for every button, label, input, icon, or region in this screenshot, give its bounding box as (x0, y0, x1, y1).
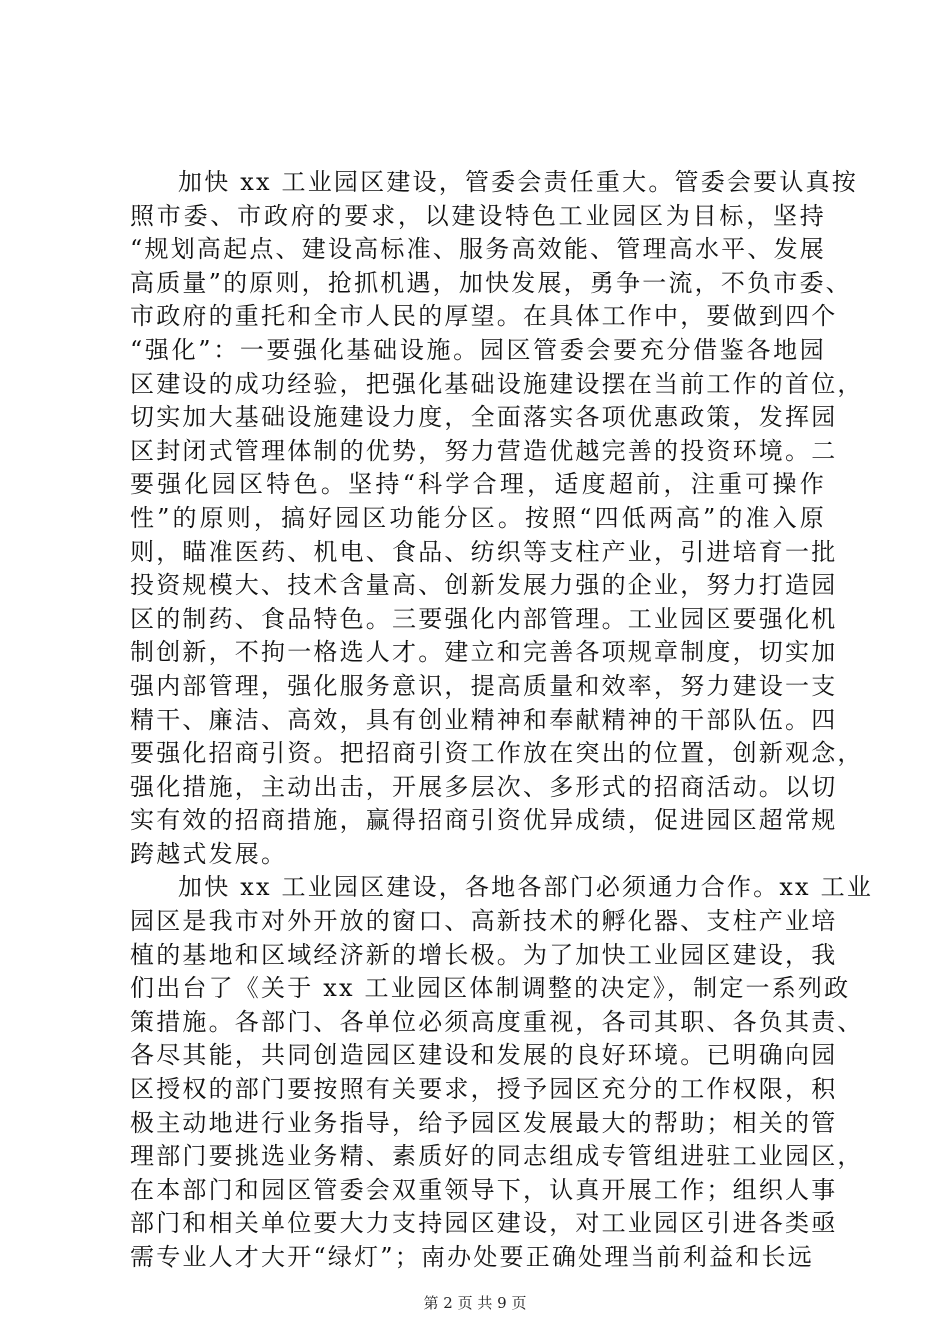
text-line: 实有效的招商措施，赢得招商引资优异成绩，促进园区超常规 (130, 806, 838, 835)
text-line: 区建设的成功经验，把强化基础设施建设摆在当前工作的首位， (130, 369, 864, 398)
text-line: 强内部管理，强化服务意识，提高质量和效率，努力建设一支 (130, 671, 838, 700)
text-line: 需专业人才大开“绿灯”；南办处要正确处理当前利益和长远 (130, 1243, 814, 1271)
text-line: 加快 xx 工业园区建设，各地各部门必须通力合作。xx 工业 (178, 873, 874, 902)
text-line: 策措施。各部门、各单位必须高度重视，各司其职、各负其责、 (130, 1007, 864, 1036)
text-line: 投资规模大、技术含量高、创新发展力强的企业，努力打造园 (130, 571, 838, 600)
paragraph (130, 871, 874, 1274)
text-line: 部门和相关单位要大力支持园区建设，对工业园区引进各类亟 (130, 1209, 838, 1238)
text-line: 性”的原则，搞好园区功能分区。按照“四低两高”的准入原 (130, 503, 826, 532)
text-line: 切实加大基础设施建设力度，全面落实各项优惠政策，发挥园 (130, 403, 838, 432)
text-line: 加快 xx 工业园区建设，管委会责任重大。管委会要认真按 (178, 168, 858, 196)
text-line: 各尽其能，共同创造园区建设和发展的良好环境。已明确向园 (130, 1041, 838, 1070)
text-line: “强化”：一要强化基础设施。园区管委会要充分借鉴各地园 (130, 335, 826, 364)
text-line: 高质量”的原则，抢抓机遇，加快发展，勇争一流，不负市委、 (130, 268, 852, 297)
text-line: 跨越式发展。 (130, 839, 288, 868)
text-line: 园区是我市对外开放的窗口、高新技术的孵化器、支柱产业培 (130, 907, 838, 936)
text-line: “规划高起点、建设高标准、服务高效能、管理高水平、发展 (130, 235, 826, 264)
text-line: 们出台了《关于 xx 工业园区体制调整的决定》，制定一系列政 (130, 974, 851, 1003)
text-line: 则，瞄准医药、机电、食品、纺织等支柱产业，引进培育一批 (130, 537, 838, 566)
body-text (130, 166, 874, 1275)
text-line: 精干、廉洁、高效，具有创业精神和奉献精神的干部队伍。四 (130, 705, 838, 734)
text-line: 区的制药、食品特色。三要强化内部管理。工业园区要强化机 (130, 604, 838, 633)
text-line: 植的基地和区域经济新的增长极。为了加快工业园区建设，我 (130, 940, 838, 969)
text-line: 制创新，不拘一格选人才。建立和完善各项规章制度，切实加 (130, 638, 838, 667)
page-footer: 第 2 页 共 9 页 (423, 1294, 527, 1312)
text-line: 要强化园区特色。坚持“科学合理，适度超前，注重可操作 (130, 470, 826, 499)
text-line: 理部门要挑选业务精、素质好的同志组成专管组进驻工业园区， (130, 1142, 864, 1171)
text-line: 强化措施，主动出击，开展多层次、多形式的招商活动。以切 (130, 772, 838, 801)
text-line: 市政府的重托和全市人民的厚望。在具体工作中，要做到四个 (130, 302, 838, 331)
text-line: 照市委、市政府的要求，以建设特色工业园区为目标，坚持 (130, 201, 826, 230)
paragraph (130, 166, 864, 871)
text-line: 区授权的部门要按照有关要求，授予园区充分的工作权限，积 (130, 1075, 838, 1104)
text-line: 要强化招商引资。把招商引资工作放在突出的位置，创新观念， (130, 739, 864, 768)
text-line: 区封闭式管理体制的优势，努力营造优越完善的投资环境。二 (130, 436, 838, 465)
text-line: 极主动地进行业务指导，给予园区发展最大的帮助；相关的管 (130, 1108, 838, 1137)
text-line: 在本部门和园区管委会双重领导下，认真开展工作；组织人事 (130, 1175, 838, 1204)
